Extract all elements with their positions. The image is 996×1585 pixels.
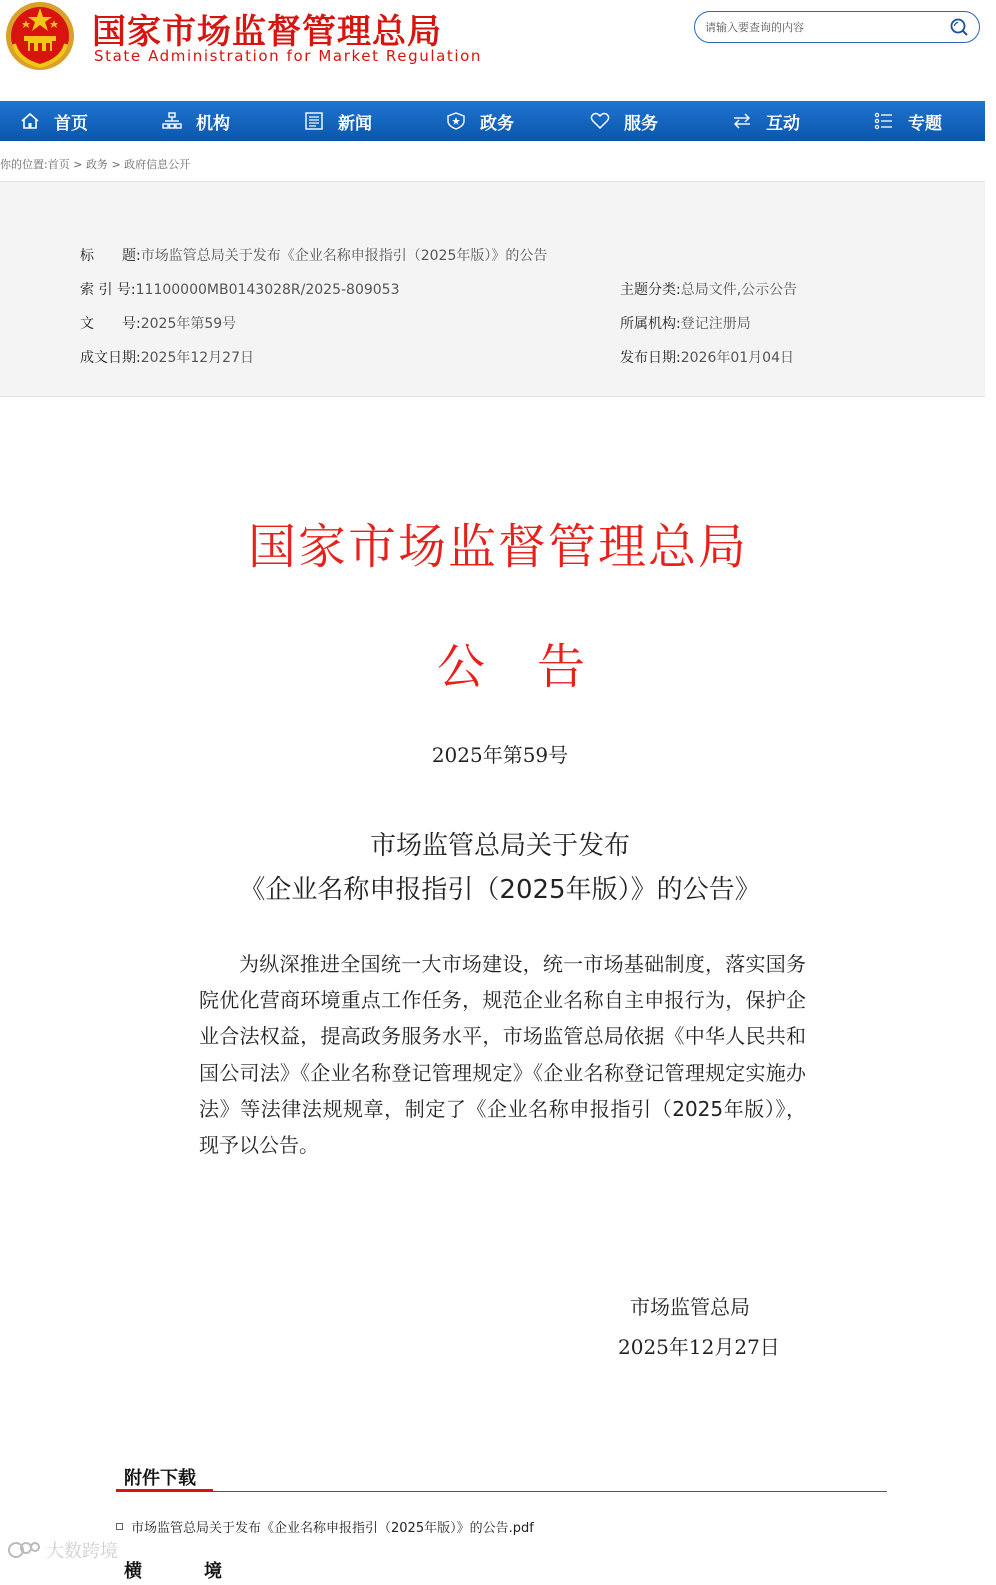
list-icon bbox=[874, 112, 894, 130]
meta-agency-row bbox=[620, 313, 751, 333]
nav-label: 服务 bbox=[624, 113, 658, 134]
watermark-logo-icon bbox=[6, 1535, 136, 1565]
breadcrumb-gov-info[interactable]: 政府信息公开 bbox=[124, 158, 191, 171]
nav-item-home[interactable] bbox=[20, 101, 88, 141]
national-emblem-icon[interactable] bbox=[4, 0, 76, 72]
meta-created-row bbox=[80, 347, 254, 367]
breadcrumb bbox=[0, 156, 190, 172]
meta-docno-row bbox=[80, 313, 236, 333]
document-title-line2: 《企业名称申报指引（2025年版）》的公告》 bbox=[239, 875, 761, 905]
breadcrumb-prefix: 你的位置: bbox=[0, 158, 48, 171]
document-signature-org: 市场监管总局 bbox=[630, 1295, 750, 1319]
breadcrumb-separator: > bbox=[73, 158, 83, 171]
home-icon bbox=[20, 112, 40, 130]
meta-index-value: 11100000MB0143028R/2025-809053 bbox=[135, 282, 400, 298]
meta-created-label: 成文日期: bbox=[80, 350, 141, 366]
site-subtitle: State Administration for Market Regulation bbox=[94, 47, 483, 65]
meta-docno-label: 文 号: bbox=[80, 316, 141, 332]
document-issuing-org: 国家市场监督管理总局 bbox=[247, 519, 748, 575]
attachments-heading-underline bbox=[116, 1489, 213, 1492]
meta-title-label: 标 题: bbox=[80, 248, 141, 264]
heart-icon bbox=[590, 112, 610, 130]
document-number: 2025年第59号 bbox=[431, 743, 569, 767]
site-header bbox=[0, 0, 996, 100]
nav-item-org[interactable] bbox=[162, 101, 230, 141]
document-title-line1: 市场监管总局关于发布 bbox=[369, 831, 630, 861]
meta-topic-label: 主题分类: bbox=[620, 282, 681, 298]
site-title[interactable]: 国家市场监督管理总局 bbox=[92, 12, 442, 52]
breadcrumb-gov-affairs[interactable]: 政务 bbox=[85, 158, 108, 171]
nav-label: 专题 bbox=[908, 113, 942, 134]
attachments-heading: 附件下载 bbox=[124, 1468, 196, 1489]
meta-title-value: 市场监管总局关于发布《企业名称申报指引（2025年版）》的公告 bbox=[140, 248, 548, 264]
document-type-char: 告 bbox=[537, 639, 586, 695]
nav-item-interaction[interactable] bbox=[732, 101, 800, 141]
document-type bbox=[437, 628, 585, 697]
meta-topic-row bbox=[620, 279, 797, 299]
nav-item-gov-affairs[interactable] bbox=[446, 101, 514, 141]
watermark-text: 大数跨境 bbox=[46, 1541, 118, 1562]
shield-icon bbox=[446, 112, 466, 130]
nav-label: 政务 bbox=[480, 113, 514, 134]
nav-label: 首页 bbox=[54, 113, 88, 134]
meta-published-value: 2026年01月04日 bbox=[680, 350, 794, 366]
attachments-divider bbox=[116, 1491, 887, 1492]
nav-item-topics[interactable] bbox=[874, 101, 942, 141]
meta-published-label: 发布日期: bbox=[620, 350, 681, 366]
document-body-paragraph: 为纵深推进全国统一大市场建设，统一市场基础制度，落实国务院优化营商环境重点工作任务，规范企业名称自主申报行为，保护企业合法权益，提高政务服务水平，市场监管总局依据《中华人民共和国公司法》《企业名称登记管理规定》《企业名称登记管理规定实施办法》等法律法规规章，制定了《企业名称申报指引（2025年版）》，现予以公告。 bbox=[199, 952, 806, 1158]
document-meta-panel bbox=[0, 182, 985, 397]
search-box bbox=[694, 11, 980, 43]
meta-agency-value: 登记注册局 bbox=[680, 316, 751, 332]
breadcrumb-separator: > bbox=[111, 158, 121, 171]
search-input[interactable] bbox=[705, 18, 935, 36]
document-signature-date: 2025年12月27日 bbox=[618, 1335, 780, 1359]
bullet-square-icon bbox=[116, 1523, 123, 1530]
document-type-char: 公 bbox=[437, 639, 486, 695]
nav-label: 互动 bbox=[766, 113, 800, 134]
next-section-heading: 横 境 bbox=[124, 1561, 244, 1582]
breadcrumb-home[interactable]: 首页 bbox=[47, 158, 70, 171]
exchange-arrows-icon bbox=[732, 112, 752, 130]
attachment-item[interactable] bbox=[116, 1517, 534, 1536]
main-nav bbox=[0, 101, 985, 141]
nav-item-service[interactable] bbox=[590, 101, 658, 141]
meta-index-label: 索 引 号: bbox=[80, 282, 136, 298]
meta-published-row bbox=[620, 347, 794, 367]
meta-index-row bbox=[80, 279, 400, 299]
meta-topic-value: 总局文件,公示公告 bbox=[680, 282, 798, 298]
org-chart-icon bbox=[162, 112, 182, 130]
nav-label: 机构 bbox=[196, 113, 230, 134]
meta-created-value: 2025年12月27日 bbox=[140, 350, 254, 366]
attachment-link[interactable]: 市场监管总局关于发布《企业名称申报指引（2025年版）》的公告.pdf bbox=[131, 1521, 534, 1536]
meta-docno-value: 2025年第59号 bbox=[140, 316, 237, 332]
meta-agency-label: 所属机构: bbox=[620, 316, 681, 332]
newspaper-icon bbox=[304, 112, 324, 130]
nav-label: 新闻 bbox=[338, 113, 372, 134]
search-icon[interactable] bbox=[949, 17, 969, 37]
nav-item-news[interactable] bbox=[304, 101, 372, 141]
meta-title-row bbox=[80, 245, 547, 265]
